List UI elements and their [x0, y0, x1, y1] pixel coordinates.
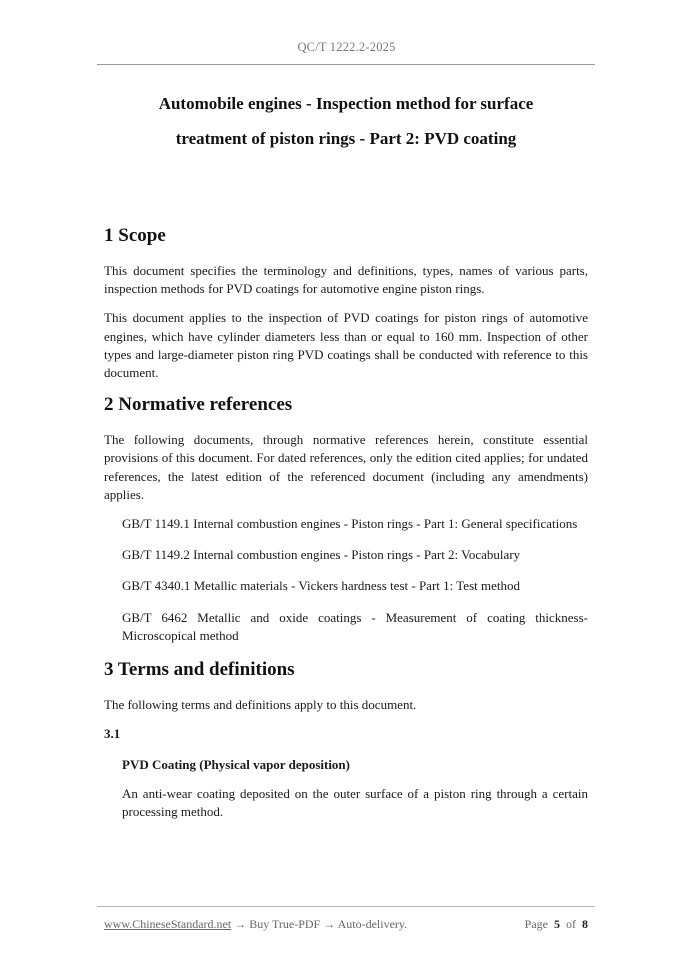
section-heading-scope: 1 Scope — [104, 225, 166, 246]
arrow-icon: → — [323, 917, 336, 931]
delivery-text: Auto-delivery. — [337, 917, 408, 931]
section-normative-references — [104, 393, 588, 645]
buy-text: Buy True-PDF — [249, 917, 321, 931]
site-link[interactable]: www.ChineseStandard.net — [104, 917, 232, 931]
reference-item: GB/T 6462 Metallic and oxide coatings - Measurement of coating thickness- Microscopical method — [122, 609, 588, 643]
term-name: PVD Coating (Physical vapor deposition) — [122, 757, 350, 773]
footer-promo — [104, 917, 407, 932]
reference-item: GB/T 1149.2 Internal combustion engines - Piston rings - Part 2: Vocabulary — [122, 547, 521, 563]
section-scope — [104, 224, 588, 382]
clause-number: 3.1 — [104, 726, 121, 742]
page-number — [525, 917, 588, 932]
header-divider — [97, 64, 595, 65]
paragraph: The following documents, through normative references herein, constitute essential provisions of this document. For dated references, only the edition cited applies; for undated references, the latest edition of the referenced document (including any amendments) applies. — [104, 432, 588, 502]
paragraph: This document applies to the inspection of PVD coatings for piston rings of automotive engines, which have cylinder diameters less than or equal to 160 mm. Inspection of other types and large-diameter piston ring PVD coatings shall be conducted with reference to this document. — [104, 310, 588, 381]
reference-item: GB/T 4340.1 Metallic materials - Vickers hardness test - Part 1: Test method — [122, 578, 520, 594]
section-terms-definitions — [104, 658, 588, 822]
title-line-1: Automobile engines - Inspection method for surface — [158, 94, 534, 113]
paragraph: The following terms and definitions apply to this document. — [104, 697, 417, 713]
arrow-icon: → — [234, 917, 247, 931]
of-label: of — [566, 917, 576, 931]
reference-item: GB/T 1149.1 Internal combustion engines - Piston rings - Part 1: General specifications — [122, 516, 578, 532]
document-body — [104, 224, 588, 833]
page-total: 8 — [582, 917, 588, 931]
document-title — [97, 86, 595, 156]
paragraph: This document specifies the terminology and definitions, types, names of various parts, inspection methods for PVD coatings for automotive engine piston rings. — [104, 263, 588, 297]
page-label: Page — [524, 917, 548, 931]
footer-divider — [97, 906, 595, 907]
page-current: 5 — [554, 917, 560, 931]
section-heading-terms-definitions: 3 Terms and definitions — [104, 659, 295, 681]
section-heading-normative-references: 2 Normative references — [104, 394, 293, 416]
standard-code: QC/T 1222.2-2025 — [297, 40, 396, 54]
title-line-2: treatment of piston rings - Part 2: PVD coating — [175, 129, 517, 148]
term-definition: An anti-wear coating deposited on the outer surface of a piston ring through a certain processing method. — [122, 786, 588, 820]
